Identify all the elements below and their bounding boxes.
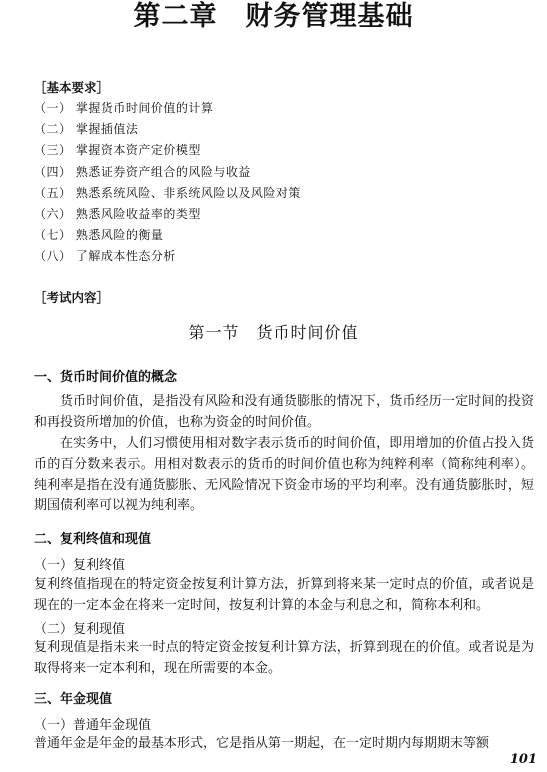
paragraph-compound-future-value: 复利终值指现在的特定资金按复利计算方法，折算到将来某一定时点的价值，或者说是现在的一定本金在将来一定时间，按复利计算的本金与利息之和，简称本利和。 (34, 577, 534, 613)
requirement-item: （六） 熟悉风险收益率的类型 (34, 206, 201, 221)
section-title: 第一节 货币时间价值 (188, 323, 359, 342)
requirement-item: （七） 熟悉风险的衡量 (34, 228, 164, 243)
requirements-list (34, 98, 301, 268)
basic-requirements-label: ［基本要求］ (34, 80, 110, 95)
requirement-item: （四） 熟悉证券资产组合的风险与收益 (34, 164, 251, 179)
requirement-item: （五） 熟悉系统风险、非系统风险以及风险对策 (34, 185, 301, 200)
heading-compound-interest: 二、复利终值和现值 (34, 532, 152, 547)
subheading-compound-future-value: （一）复利终值 (34, 558, 126, 573)
page-number: 101 (509, 752, 537, 767)
chapter-title: 第二章 财务管理基础 (133, 1, 414, 32)
heading-annuity-present-value: 三、年金现值 (34, 692, 113, 707)
subheading-ordinary-annuity: （一）普通年金现值 (34, 718, 152, 733)
requirement-item: （二） 掌握插值法 (34, 122, 139, 137)
requirement-item: （八） 了解成本性态分析 (34, 249, 176, 264)
paragraph-practice: 在实务中，人们习惯使用相对数字表示货币的时间价值，即用增加的价值占投入货币的百分数来表示。用相对数表示的货币的时间价值也称为纯粹利率（简称纯利率）。纯利率是指在没有通货膨胀、无风险情况下资金市场的平均利率。没有通货膨胀时，短期国债利率可以视为纯利率。 (34, 436, 534, 514)
exam-content-label: ［考试内容］ (34, 290, 110, 305)
requirement-item: （一） 掌握货币时间价值的计算 (34, 101, 214, 115)
paragraph-definition: 货币时间价值，是指没有风险和没有通货膨胀的情况下，货币经历一定时间的投资和再投资所增加的价值，也称为资金的时间价值。 (34, 394, 534, 430)
subheading-compound-present-value: （二）复利现值 (34, 622, 126, 637)
paragraph-compound-present-value: 复利现值是指未来一时点的特定资金按复利计算方法，折算到现在的价值。或者说是为取得将来一定本利和，现在所需要的本金。 (34, 640, 534, 676)
requirement-item: （三） 掌握资本资产定价模型 (34, 143, 201, 158)
paragraph-ordinary-annuity: 普通年金是年金的最基本形式，它是指从第一期起，在一定时期内每期期末等额 (34, 736, 490, 751)
heading-time-value-concept: 一、货币时间价值的概念 (34, 370, 178, 385)
